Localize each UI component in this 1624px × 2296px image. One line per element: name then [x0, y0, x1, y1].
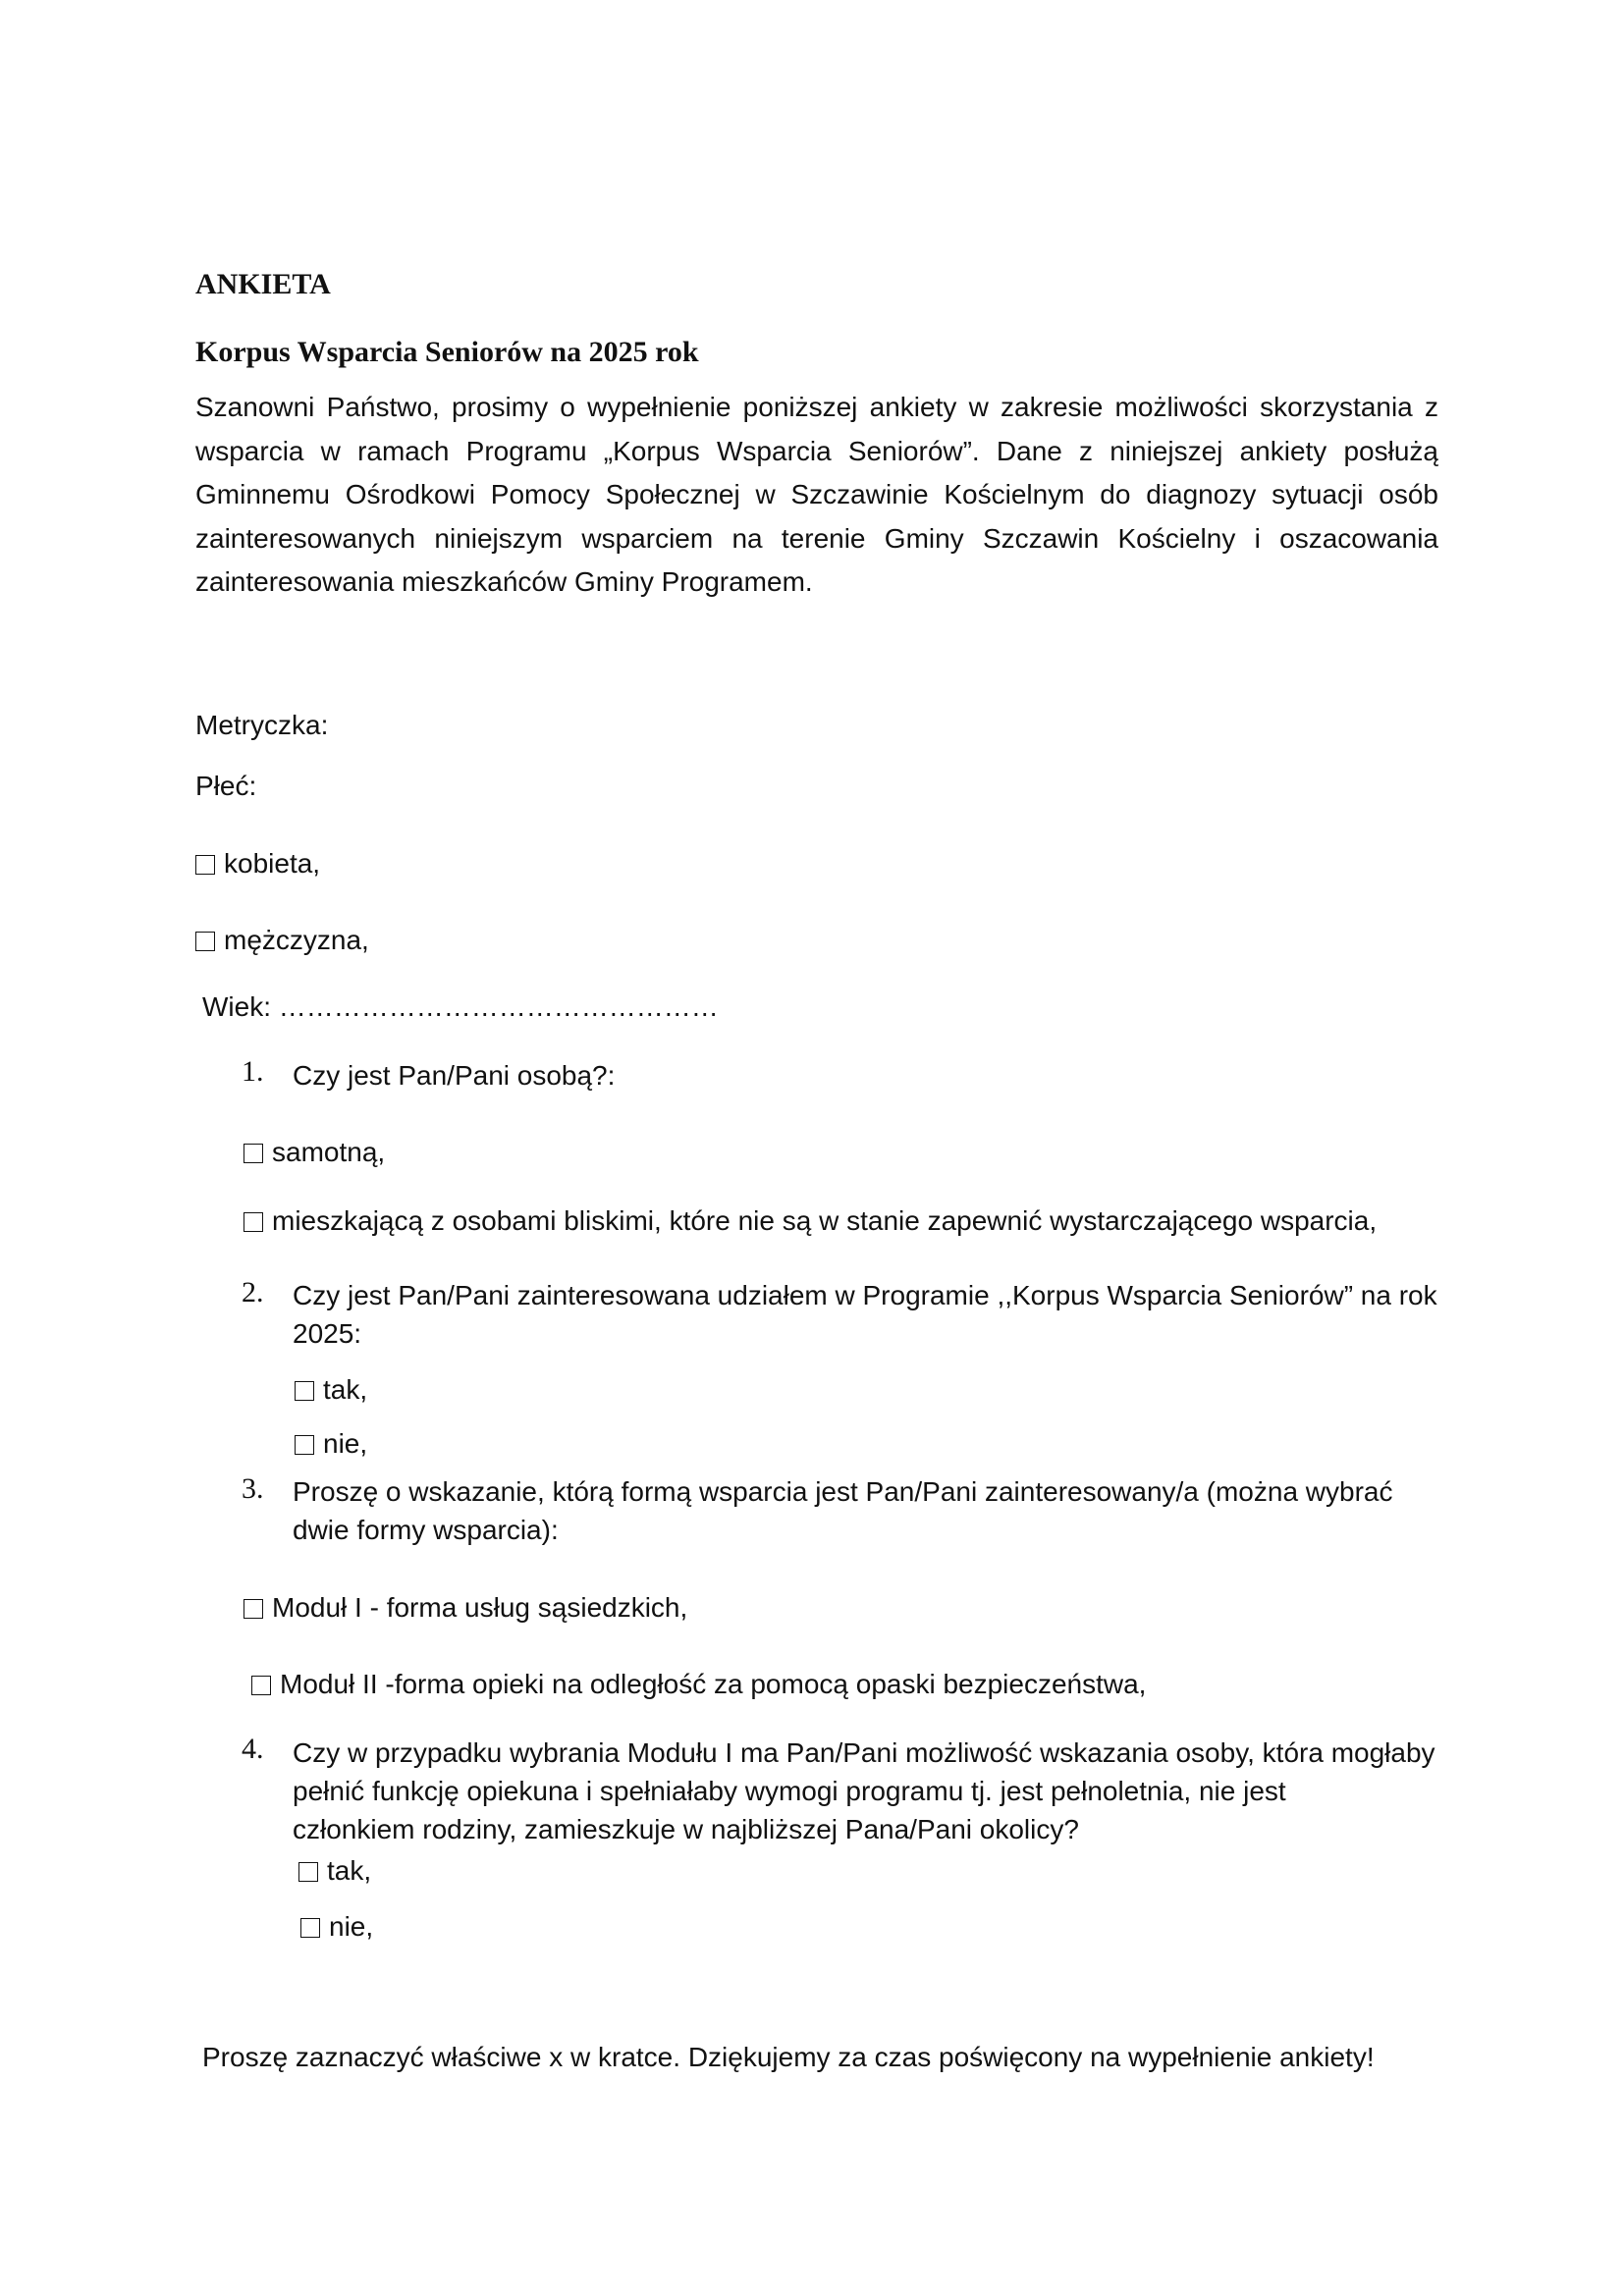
question-text [293, 1472, 1393, 1549]
intro-line: Szanowni Państwo, prosimy o wypełnienie poniższej ankiety w zakresie możliwości skorzystania z [195, 392, 1438, 422]
checkbox[interactable] [244, 1212, 263, 1232]
option-label: Moduł II -forma opieki na odległość za pomocą opaski bezpieczeństwa, [280, 1669, 1147, 1699]
question-line: dwie formy wsparcia): [293, 1515, 559, 1545]
question-line: pełnić funkcję opiekuna i spełniałaby wymogi programu tj. jest pełnoletnia, nie jest [293, 1776, 1286, 1806]
option-label: samotną, [272, 1137, 386, 1167]
footer-note: Proszę zaznaczyć właściwe x w kratce. Dziękujemy za czas poświęcony na wypełnienie ankiety! [202, 2042, 1375, 2072]
checkbox[interactable] [244, 1599, 263, 1619]
option-label: tak, [327, 1855, 372, 1886]
option-kobieta[interactable] [195, 848, 320, 880]
checkbox[interactable] [195, 932, 215, 951]
question-line: członkiem rodziny, zamieszkuje w najbliższej Pana/Pani okolicy? [293, 1814, 1079, 1844]
option-tak[interactable] [298, 1855, 371, 1887]
checkbox[interactable] [195, 855, 215, 875]
checkbox[interactable] [295, 1435, 314, 1455]
checkbox[interactable] [244, 1144, 263, 1163]
intro-line: Gminnemu Ośrodkowi Pomocy Społecznej w Szczawinie Kościelnym do diagnozy sytuacji osób [195, 479, 1438, 509]
question-number: 4. [242, 1733, 264, 1765]
intro-line: zainteresowanych niniejszym wsparciem na terenie Gminy Szczawin Kościelny i oszacowania [195, 522, 1438, 554]
question-line: Czy jest Pan/Pani osobą?: [293, 1060, 616, 1091]
question-number: 1. [242, 1055, 264, 1088]
wiek-field[interactable]: Wiek: ………………………………………… [202, 991, 719, 1022]
metryczka-label: Metryczka: [195, 710, 329, 740]
option-label: nie, [323, 1428, 368, 1459]
question-text [293, 1056, 615, 1095]
option-label: Moduł I - forma usług sąsiedzkich, [272, 1592, 688, 1623]
question-line: Czy jest Pan/Pani zainteresowana udziałem w Programie ,,Korpus Wsparcia Seniorów” na rok [293, 1280, 1437, 1310]
question-line: 2025: [293, 1318, 362, 1349]
question-number: 2. [242, 1276, 264, 1308]
option-modul-1[interactable] [244, 1592, 687, 1624]
option-nie[interactable] [300, 1911, 373, 1943]
option-samotna[interactable] [244, 1137, 385, 1168]
option-modul-2[interactable] [251, 1669, 1146, 1700]
option-label: tak, [323, 1374, 368, 1405]
option-label: kobieta, [224, 848, 321, 879]
checkbox[interactable] [300, 1918, 320, 1938]
plec-label: Płeć: [195, 771, 257, 801]
option-tak[interactable] [295, 1374, 367, 1406]
checkbox[interactable] [298, 1862, 318, 1882]
intro-line: zainteresowania mieszkańców Gminy Programem. [195, 566, 813, 597]
option-label: mieszkającą z osobami bliskimi, które nie są w stanie zapewnić wystarczającego wsparcia, [272, 1205, 1378, 1236]
question-text [293, 1276, 1437, 1353]
checkbox[interactable] [251, 1676, 271, 1695]
question-line: Proszę o wskazanie, którą formą wsparcia jest Pan/Pani zainteresowany/a (można wybrać [293, 1476, 1393, 1507]
page-title: ANKIETA [195, 268, 331, 300]
page-subtitle: Korpus Wsparcia Seniorów na 2025 rok [195, 336, 699, 368]
intro-paragraph [195, 386, 1438, 605]
option-mieszkajaca[interactable] [244, 1205, 1377, 1237]
option-label: mężczyzna, [224, 925, 369, 955]
question-line: Czy w przypadku wybrania Modułu I ma Pan/Pani możliwość wskazania osoby, która mogłaby [293, 1737, 1435, 1768]
intro-line: wsparcia w ramach Programu „Korpus Wsparcia Seniorów”. Dane z niniejszej ankiety posłużą [195, 435, 1438, 466]
option-label: nie, [329, 1911, 374, 1942]
option-nie[interactable] [295, 1428, 367, 1460]
question-text [293, 1734, 1435, 1848]
checkbox[interactable] [295, 1381, 314, 1401]
question-number: 3. [242, 1472, 264, 1505]
option-mezczyzna[interactable] [195, 925, 369, 956]
